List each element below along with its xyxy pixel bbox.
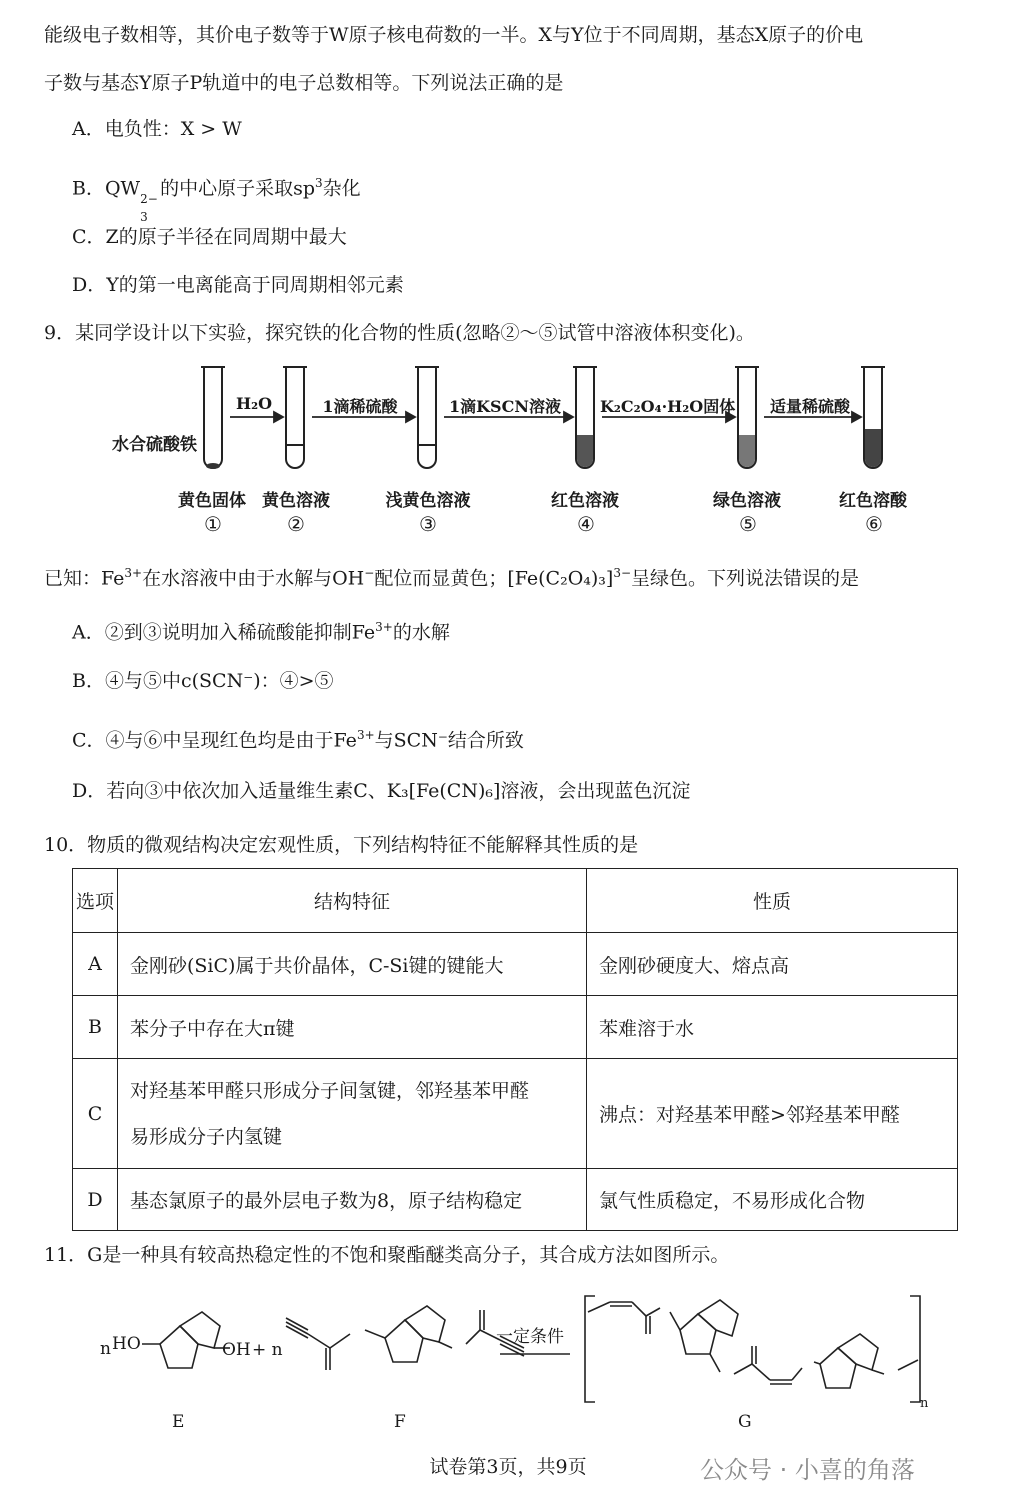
q9-option-b: B．④与⑤中c(SCN⁻)：④>⑤ xyxy=(72,670,334,692)
e-oh-group: OH xyxy=(222,1340,251,1360)
tube-4-number: ④ xyxy=(577,512,595,536)
header-property: 性质 xyxy=(587,869,958,933)
q8-intro-line1: 能级电子数相等，其价电子数等于W原子核电荷数的一半。X与Y位于不同周期，基态X原子的价电 xyxy=(44,24,864,46)
q8-option-b: B．QW 2− 3 的中心原子采取$sp^3$杂化 xyxy=(72,176,361,225)
tube-3 xyxy=(418,367,436,468)
f-ring-right xyxy=(405,1306,445,1342)
q8-option-c: C．Z的原子半径在同周期中最大 xyxy=(72,226,347,248)
watermark: 公众号 · 小喜的角落 xyxy=(700,1456,915,1484)
g-ring-1-left xyxy=(680,1314,716,1354)
page-footer: 试卷第3页，共9页 xyxy=(429,1456,587,1478)
tube-6-number: ⑥ xyxy=(865,512,883,536)
compound-label-e: E xyxy=(172,1412,185,1432)
q9-stem: 9．某同学设计以下实验，探究铁的化合物的性质(忽略②～⑤试管中溶液体积变化)。 xyxy=(44,322,755,344)
tube-5-number: ⑤ xyxy=(739,512,757,536)
table-row: A 金刚砂(SiC)属于共价晶体，C-Si键的键能大 金刚砂硬度大、熔点高 xyxy=(73,933,958,996)
table-header-row xyxy=(73,869,958,933)
tube-5-label: 绿色溶液 xyxy=(713,491,781,511)
q8-intro-line2: 子数与基态Y原子P轨道中的电子总数相等。下列说法正确的是 xyxy=(44,72,564,94)
compound-label-g: G xyxy=(738,1412,752,1432)
header-option: 选项 xyxy=(73,869,118,933)
table-row: D 基态氯原子的最外层电子数为8，原子结构稳定 氯气性质稳定，不易形成化合物 xyxy=(73,1169,958,1231)
tube-4-label: 红色溶液 xyxy=(551,491,619,511)
e-ring-right xyxy=(180,1312,220,1348)
e-ring-left xyxy=(160,1326,198,1368)
tube-6-liquid xyxy=(865,429,881,467)
tube-1 xyxy=(204,367,222,468)
q8-option-a: A．电负性：X > W xyxy=(72,118,242,140)
g-repeat-n: n xyxy=(920,1396,929,1411)
tube-2 xyxy=(286,367,304,468)
q9-option-d: D．若向③中依次加入适量维生素C、K₃[Fe(CN)₆]溶液，会出现蓝色沉淀 xyxy=(72,780,691,802)
header-structure: 结构特征 xyxy=(118,869,587,933)
arrow-label-oxalate: K₂C₂O₄·H₂O固体 xyxy=(600,397,736,416)
tube-2-label: 黄色溶液 xyxy=(262,491,330,511)
q8-option-d: D．Y的第一电离能高于同周期相邻元素 xyxy=(72,274,404,296)
q9-option-c: C．④与⑥中呈现红色均是由于$Fe^{3+}$与SCN⁻结合所致 xyxy=(72,728,524,752)
arrow-label-water: H₂O xyxy=(235,394,273,413)
arrow-label-acid: 适量稀硫酸 xyxy=(769,397,850,416)
q9-option-a: A．②到③说明加入稀硫酸能抑制$Fe^{3+}$的水解 xyxy=(72,620,450,644)
g-ring-1-right xyxy=(698,1300,738,1336)
arrow-label-kscn: 1滴KSCN溶液 xyxy=(449,397,561,416)
plus-n: + n xyxy=(252,1340,283,1360)
tube-4-liquid xyxy=(577,435,593,467)
arrow-label-dilute-acid: 1滴稀硫酸 xyxy=(322,397,398,416)
q10-stem: 10．物质的微观结构决定宏观性质，下列结构特征不能解释其性质的是 xyxy=(44,834,639,856)
tube-3-number: ③ xyxy=(419,512,437,536)
e-n-coefficient: n xyxy=(100,1339,111,1359)
test-tubes-svg xyxy=(0,355,1016,485)
table-row: C 对羟基苯甲醛只形成分子间氢键，邻羟基苯甲醛 易形成分子内氢键 沸点：对羟基苯甲醛>邻羟基苯甲醛 xyxy=(73,1059,958,1169)
f-ring-left xyxy=(385,1320,423,1362)
q10-options-table xyxy=(72,868,958,1231)
tube-1-number: ① xyxy=(204,512,222,536)
reagent-start-label: 水合硫酸铁 xyxy=(112,435,197,455)
table-row: B 苯分子中存在大π键 苯难溶于水 xyxy=(73,996,958,1059)
g-ring-2-left xyxy=(820,1348,856,1388)
tube-6-label: 红色溶酸 xyxy=(839,491,907,511)
tube-1-label: 黄色固体 xyxy=(178,491,246,511)
e-ho-group: HO xyxy=(112,1334,141,1354)
g-ring-2-right xyxy=(838,1334,878,1370)
tube-3-label: 浅黄色溶液 xyxy=(385,491,471,511)
tube-2-number: ② xyxy=(287,512,305,536)
q9-known-info: 已知：$Fe^{3+}$在水溶液中由于水解与OH−配位而显黄色；$[Fe(C_2O_4)_3]^{3-}$呈绿色。下列说法错误的是 xyxy=(44,566,860,590)
tube-5-liquid xyxy=(739,435,755,467)
tube-1-solid xyxy=(206,463,220,469)
q11-stem: 11．G是一种具有较高热稳定性的不饱和聚酯醚类高分子，其合成方法如图所示。 xyxy=(44,1244,730,1266)
condition-label: 一定条件 xyxy=(496,1327,564,1347)
reaction-structures-svg xyxy=(80,1282,940,1432)
compound-label-f: F xyxy=(394,1412,406,1432)
